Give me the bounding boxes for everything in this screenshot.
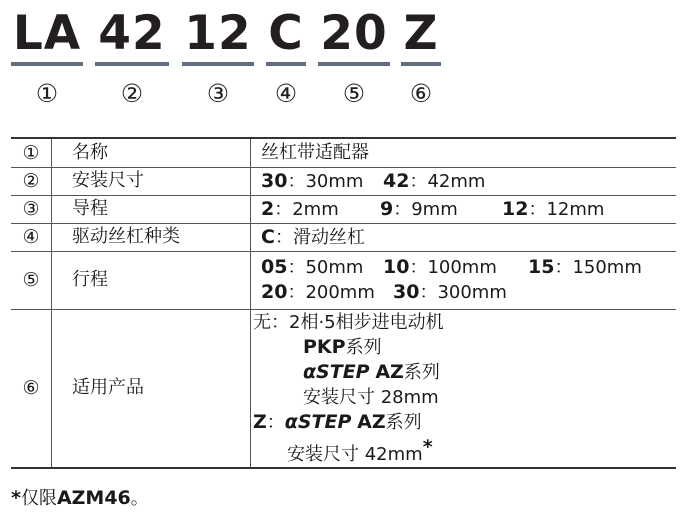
option-value: ：100mm bbox=[409, 257, 497, 278]
code-number: ⑥ bbox=[409, 79, 433, 108]
option-key: 30 bbox=[261, 169, 288, 192]
option-key: 42 bbox=[383, 169, 410, 192]
code-number: ③ bbox=[206, 79, 230, 108]
code-text: LA bbox=[12, 6, 82, 61]
table-row bbox=[11, 167, 676, 195]
code-segment-product bbox=[401, 6, 441, 108]
table-row bbox=[11, 138, 676, 167]
code-text: 12 bbox=[184, 6, 252, 61]
option-value: ：12mm bbox=[528, 198, 605, 220]
series-code: AZ bbox=[357, 410, 386, 433]
code-number: ⑤ bbox=[342, 79, 366, 108]
code-segment-la bbox=[11, 6, 83, 108]
series-suffix: 系列 bbox=[345, 336, 382, 358]
row-number: ③ bbox=[11, 195, 52, 223]
mount-size-42 bbox=[253, 435, 670, 467]
option-key: 12 bbox=[502, 197, 529, 220]
code-number: ② bbox=[120, 79, 144, 108]
option-key: 9 bbox=[380, 197, 394, 220]
row-label: 行程 bbox=[52, 251, 251, 309]
row-number: ④ bbox=[11, 223, 52, 251]
product-pkp-line bbox=[253, 335, 670, 360]
option-key: 05 bbox=[261, 256, 288, 278]
row-number: ⑤ bbox=[11, 251, 52, 309]
series-suffix: 系列 bbox=[385, 411, 422, 433]
option-value: ：2mm bbox=[274, 198, 339, 220]
footnote-end: 。 bbox=[130, 488, 149, 509]
underline-bar bbox=[95, 62, 169, 66]
underline-bar bbox=[401, 62, 441, 66]
option-key: 30 bbox=[393, 281, 420, 303]
underline-bar bbox=[182, 62, 254, 66]
underline-bar bbox=[11, 62, 83, 66]
table-row bbox=[11, 223, 676, 251]
code-segment-lead bbox=[182, 6, 254, 108]
row-label: 名称 bbox=[52, 138, 251, 167]
option-value: ：滑动丝杠 bbox=[274, 226, 365, 248]
option-value: ：9mm bbox=[393, 198, 458, 220]
option-key: 20 bbox=[261, 281, 288, 303]
astep-logo: αSTEP bbox=[284, 410, 352, 433]
underline-bar bbox=[318, 62, 390, 66]
code-segment-size bbox=[95, 6, 169, 108]
table-row bbox=[11, 309, 676, 468]
footnote-text: 仅限 bbox=[20, 488, 57, 509]
astep-logo: αSTEP bbox=[303, 360, 370, 383]
code-number: ④ bbox=[274, 79, 298, 108]
code-number: ① bbox=[35, 79, 59, 108]
option-key: 10 bbox=[383, 256, 410, 278]
row-value: 丝杠带适配器 bbox=[251, 138, 677, 167]
row-number: ② bbox=[11, 167, 52, 195]
row-label: 适用产品 bbox=[52, 309, 251, 468]
option-key: 2 bbox=[261, 197, 275, 220]
series-suffix: 系列 bbox=[403, 361, 440, 383]
option-value: ：30mm bbox=[287, 170, 364, 192]
product-az-line bbox=[253, 360, 670, 385]
row-label: 导程 bbox=[52, 195, 251, 223]
separator: ： bbox=[266, 411, 285, 433]
table-row bbox=[11, 251, 676, 309]
product-z-line bbox=[253, 410, 670, 435]
option-key: C bbox=[261, 225, 275, 248]
row-value bbox=[251, 223, 677, 251]
option-key: Z bbox=[253, 410, 267, 433]
option-key: 15 bbox=[528, 256, 555, 278]
row-value bbox=[251, 195, 677, 223]
mount-size-text: 安装尺寸 42mm bbox=[287, 443, 423, 465]
code-text: 20 bbox=[320, 6, 388, 61]
row-value bbox=[251, 167, 677, 195]
code-text: Z bbox=[403, 6, 439, 61]
underline-bar bbox=[266, 62, 306, 66]
option-value: ：150mm bbox=[554, 257, 642, 278]
option-value: ：300mm bbox=[419, 282, 507, 303]
row-label: 安装尺寸 bbox=[52, 167, 251, 195]
product-none-line: 无：2相·5相步进电动机 bbox=[253, 311, 444, 333]
footnote-model: AZM46 bbox=[56, 487, 131, 509]
row-number: ⑥ bbox=[11, 309, 52, 468]
footnote-marker: * bbox=[422, 435, 433, 458]
row-label: 驱动丝杠种类 bbox=[52, 223, 251, 251]
code-segment-stroke bbox=[318, 6, 390, 108]
code-text: 42 bbox=[98, 6, 166, 61]
series-code: AZ bbox=[375, 360, 404, 383]
option-value: ：200mm bbox=[287, 282, 375, 303]
series-code: PKP bbox=[303, 335, 346, 358]
table-row bbox=[11, 195, 676, 223]
spec-table bbox=[11, 137, 676, 469]
option-value: ：50mm bbox=[287, 257, 364, 278]
code-text: C bbox=[268, 6, 304, 61]
footnote bbox=[11, 486, 149, 511]
row-value bbox=[251, 309, 677, 468]
option-value: ：42mm bbox=[409, 170, 486, 192]
row-value bbox=[251, 251, 677, 309]
code-segment-screw bbox=[266, 6, 306, 108]
footnote-star: * bbox=[11, 487, 21, 509]
mount-size-28: 安装尺寸 28mm bbox=[303, 386, 439, 408]
row-number: ① bbox=[11, 138, 52, 167]
